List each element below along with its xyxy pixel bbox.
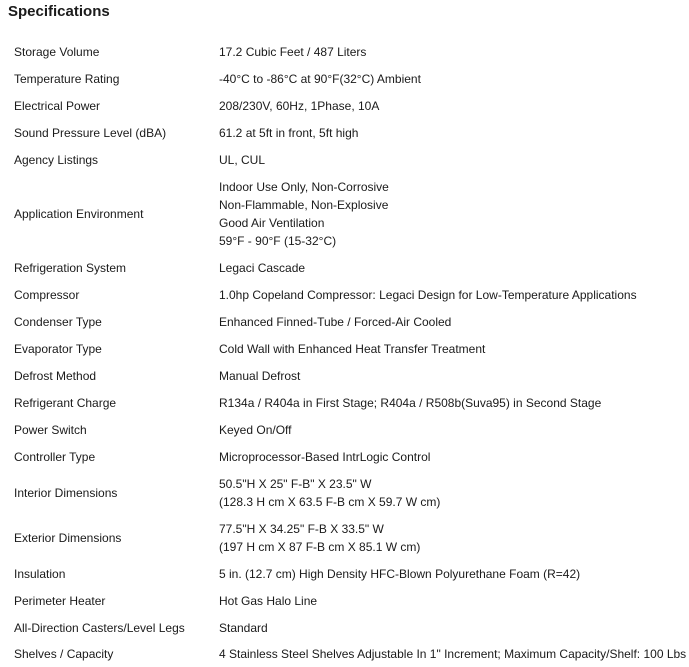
- spec-label: Defrost Method: [14, 368, 97, 383]
- spec-value-line: 61.2 at 5ft in front, 5ft high: [219, 125, 359, 140]
- spec-row: [8, 560, 688, 587]
- spec-row: [8, 146, 688, 173]
- spec-value-line: Good Air Ventilation: [219, 215, 325, 230]
- spec-value: [214, 560, 688, 587]
- spec-row: [8, 281, 688, 308]
- spec-label: Electrical Power: [14, 98, 101, 113]
- spec-row: [8, 65, 688, 92]
- spec-row: [8, 587, 688, 614]
- spec-row: [8, 614, 688, 641]
- spec-value: [214, 281, 688, 308]
- spec-label: Refrigeration System: [14, 260, 127, 275]
- spec-row: [8, 443, 688, 470]
- spec-row: [8, 119, 688, 146]
- spec-value: [214, 38, 688, 65]
- spec-label: Refrigerant Charge: [14, 395, 117, 410]
- spec-value: [214, 362, 688, 389]
- spec-value-line: R134a / R404a in First Stage; R404a / R508b(Suva95) in Second Stage: [219, 395, 602, 410]
- spec-value-line: Cold Wall with Enhanced Heat Transfer Treatment: [219, 341, 486, 356]
- spec-label: Storage Volume: [14, 44, 100, 59]
- spec-value-line: Enhanced Finned-Tube / Forced-Air Cooled: [219, 314, 452, 329]
- spec-value-line: 77.5"H X 34.25" F-B X 33.5" W: [219, 521, 384, 536]
- spec-value-line: Manual Defrost: [219, 368, 301, 383]
- spec-value: [214, 119, 688, 146]
- spec-value-line: 50.5"H X 25" F-B" X 23.5" W: [219, 476, 372, 491]
- spec-label: Shelves / Capacity: [14, 647, 114, 661]
- spec-label: Interior Dimensions: [14, 485, 118, 500]
- spec-value: [214, 92, 688, 119]
- spec-value: [214, 587, 688, 614]
- spec-value-line: 208/230V, 60Hz, 1Phase, 10A: [219, 98, 380, 113]
- spec-value: [214, 470, 688, 515]
- spec-row: [8, 389, 688, 416]
- spec-value-line: 17.2 Cubic Feet / 487 Liters: [219, 44, 367, 59]
- spec-row: [8, 515, 688, 560]
- spec-row: [8, 416, 688, 443]
- spec-label: Exterior Dimensions: [14, 530, 122, 545]
- spec-value: [214, 389, 688, 416]
- spec-row: [8, 254, 688, 281]
- spec-value: [214, 65, 688, 92]
- spec-value-line: Standard: [219, 620, 268, 635]
- spec-value-line: Non-Flammable, Non-Explosive: [219, 197, 389, 212]
- spec-value-line: Keyed On/Off: [219, 422, 292, 437]
- spec-value: [214, 416, 688, 443]
- page-title: Specifications: [8, 3, 110, 20]
- spec-value-line: (197 H cm X 87 F-B cm X 85.1 W cm): [219, 539, 421, 554]
- spec-value-line: Hot Gas Halo Line: [219, 593, 318, 608]
- spec-value: [214, 335, 688, 362]
- spec-row: [8, 173, 688, 254]
- spec-value-line: 1.0hp Copeland Compressor: Legaci Design for Low-Temperature Applications: [219, 287, 637, 302]
- spec-label: Controller Type: [14, 449, 96, 464]
- spec-value: [214, 515, 688, 560]
- spec-label: Agency Listings: [14, 152, 99, 167]
- spec-label: Perimeter Heater: [14, 593, 106, 608]
- spec-row: [8, 362, 688, 389]
- spec-value: [214, 254, 688, 281]
- spec-row: [8, 92, 688, 119]
- spec-value-line: (128.3 H cm X 63.5 F-B cm X 59.7 W cm): [219, 494, 441, 509]
- spec-value-line: Microprocessor-Based IntrLogic Control: [219, 449, 431, 464]
- specifications-table-body: [8, 38, 688, 667]
- spec-row: [8, 308, 688, 335]
- spec-value: [214, 173, 688, 254]
- spec-label: Evaporator Type: [14, 341, 102, 356]
- specifications-table: [8, 38, 688, 667]
- spec-row: [8, 38, 688, 65]
- spec-value: [214, 443, 688, 470]
- spec-value-line: UL, CUL: [219, 152, 266, 167]
- spec-label: All-Direction Casters/Level Legs: [14, 620, 185, 635]
- spec-label: Sound Pressure Level (dBA): [14, 125, 167, 140]
- spec-label: Temperature Rating: [14, 71, 120, 86]
- spec-label: Application Environment: [14, 206, 144, 221]
- spec-row: [8, 470, 688, 515]
- spec-value: [214, 641, 688, 667]
- spec-label: Insulation: [14, 566, 66, 581]
- spec-value-line: 4 Stainless Steel Shelves Adjustable In 1" Increment; Maximum Capacity/Shelf: 100 Lbs: [219, 647, 687, 661]
- spec-value-line: 59°F - 90°F (15-32°C): [219, 233, 337, 248]
- spec-label: Compressor: [14, 287, 80, 302]
- spec-value-line: Legaci Cascade: [219, 260, 306, 275]
- spec-value: [214, 146, 688, 173]
- spec-label: Condenser Type: [14, 314, 102, 329]
- spec-value-line: 5 in. (12.7 cm) High Density HFC-Blown Polyurethane Foam (R=42): [219, 566, 581, 581]
- spec-value: [214, 308, 688, 335]
- spec-label: Power Switch: [14, 422, 87, 437]
- spec-row: [8, 335, 688, 362]
- spec-value-line: -40°C to -86°C at 90°F(32°C) Ambient: [219, 71, 421, 86]
- spec-value: [214, 614, 688, 641]
- spec-value-line: Indoor Use Only, Non-Corrosive: [219, 179, 389, 194]
- spec-row: [8, 641, 688, 667]
